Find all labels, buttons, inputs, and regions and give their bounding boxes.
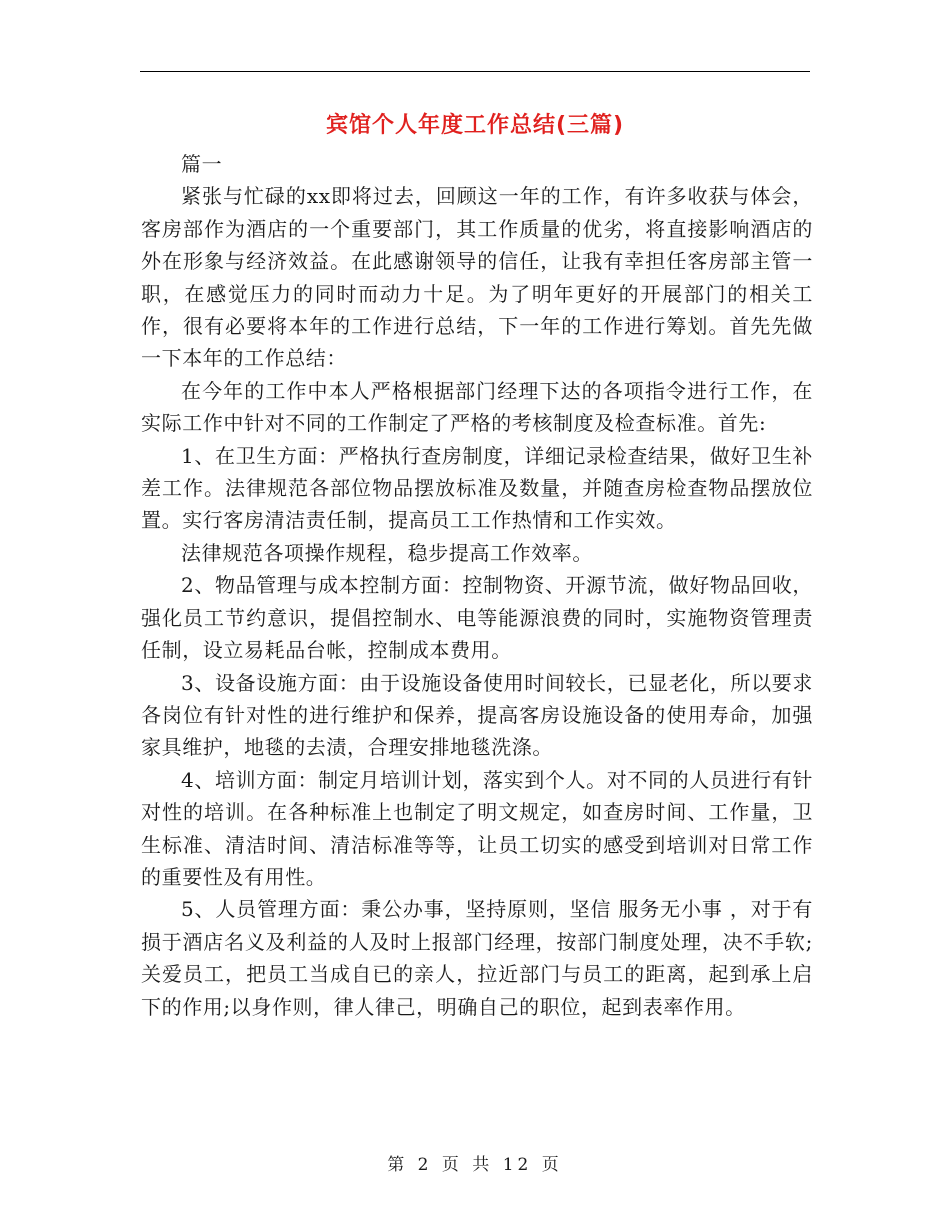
- paragraph-intro: 紧张与忙碌的xx即将过去，回顾这一年的工作，有许多收获与体会，客房部作为酒店的一个重要部门，其工作质量的优劣，将直接影响酒店的外在形象与经济效益。在此感谢领导的信任，让我有幸担任客房部主管一职，在感觉压力的同时而动力十足。为了明年更好的开展部门的相关工作，很有必要将本年的工作进行总结，下一年的工作进行筹划。首先先做一下本年的工作总结：: [141, 184, 813, 371]
- paragraph-procedures: 法律规范各项操作规程，稳步提高工作效率。: [181, 540, 593, 565]
- paragraph-training: 4、培训方面：制定月培训计划，落实到个人。对不同的人员进行有针对性的培训。在各种标准上也制定了明文规定，如查房时间、工作量，卫生标准、清洁时间、清洁标准等等，让员工切实的感受到培训对日常工作的重要性及有用性。: [141, 767, 813, 889]
- header-rule: [140, 71, 810, 72]
- document-title: 宾馆个人年度工作总结(三篇): [325, 113, 625, 138]
- paragraph-cost-control: 2、物品管理与成本控制方面：控制物资、开源节流，做好物品回收，强化员工节约意识，提倡控制水、电等能源浪费的同时，实施物资管理责任制，设立易耗品台帐，控制成本费用。: [141, 573, 813, 663]
- page-footer: 第 2 页 共 12 页: [387, 1155, 563, 1175]
- paragraph-facilities: 3、设备设施方面：由于设施设备使用时间较长，已显老化，所以要求各岗位有针对性的进行维护和保养，提高客房设施设备的使用寿命，加强家具维护，地毯的去渍，合理安排地毯洗涤。: [141, 670, 813, 760]
- section-heading: 篇一: [181, 152, 223, 176]
- paragraph-hygiene: 1、在卫生方面：严格执行查房制度，详细记录检查结果，做好卫生补差工作。法律规范各部位物品摆放标准及数量，并随查房检查物品摆放位置。实行客房清洁责任制，提高员工工作热情和工作实效。: [141, 443, 813, 533]
- paragraph-overview: 在今年的工作中本人严格根据部门经理下达的各项指令进行工作，在实际工作中针对不同的工作制定了严格的考核制度及检查标准。首先:: [141, 378, 813, 436]
- document-body: [141, 148, 813, 1023]
- paragraph-staff-management: 5、人员管理方面：秉公办事，坚持原则，坚信 服务无小事 ，对于有损于酒店名义及利益的人及时上报部门经理，按部门制度处理，决不手软;关爱员工，把员工当成自已的亲人，拉近部门与员工的距离，起到承上启下的作用;以身作则，律人律己，明确自己的职位，起到表率作用。: [141, 897, 813, 1019]
